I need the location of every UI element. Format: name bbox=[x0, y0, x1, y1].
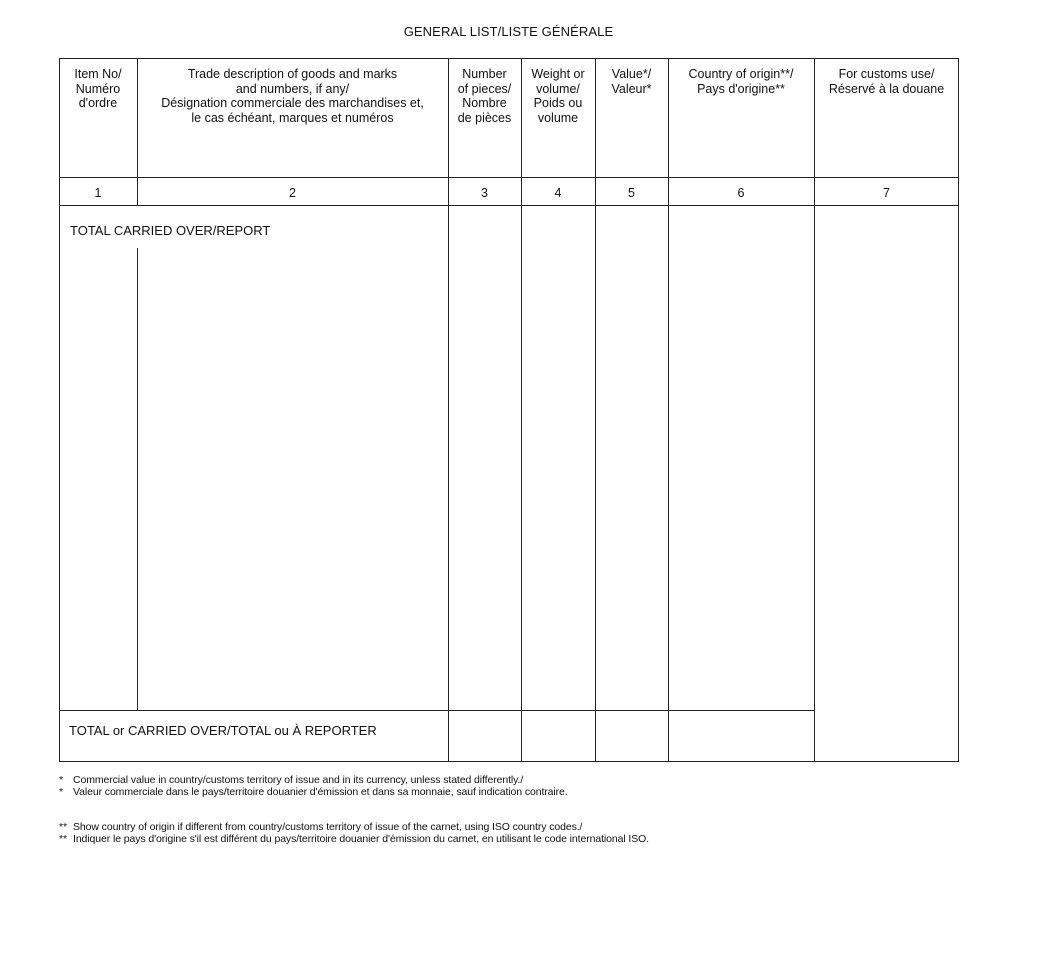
header-customs-use: For customs use/ Réservé à la douane bbox=[828, 67, 945, 96]
carried-over-label: TOTAL CARRIED OVER/REPORT bbox=[70, 223, 271, 238]
col-divider-4 bbox=[595, 58, 596, 762]
header-divider bbox=[59, 177, 959, 178]
header-value: Value*/ Valeur* bbox=[611, 67, 652, 96]
header-item-no: Item No/ Numéro d'ordre bbox=[74, 67, 122, 110]
footnote-origin: ** Show country of origin if different from country/customs territory of issue of the carnet, using ISO country codes./ ** Indiquer le pays d'origine s'il est différent du pays/territoire douanier d'émission du carnet, en utilisant le code international ISO. bbox=[59, 821, 649, 845]
col-divider-1-lower bbox=[137, 248, 138, 710]
column-number-5: 5 bbox=[628, 186, 635, 200]
header-country-of-origin: Country of origin**/ Pays d'origine** bbox=[688, 67, 794, 96]
footnote-value: * Commercial value in country/customs territory of issue and in its currency, unless stated differently./ * Valeur commerciale dans le pays/territoire douanier d'émission et dans sa monnaie, sauf indication contraire. bbox=[59, 774, 568, 798]
total-row-divider bbox=[59, 710, 814, 711]
page-title: GENERAL LIST/LISTE GÉNÉRALE bbox=[403, 24, 614, 39]
col-divider-3 bbox=[521, 58, 522, 762]
column-number-2: 2 bbox=[289, 186, 296, 200]
header-weight-volume: Weight or volume/ Poids ou volume bbox=[531, 67, 585, 125]
total-label: TOTAL or CARRIED OVER/TOTAL ou À REPORTER bbox=[69, 723, 377, 738]
column-number-6: 6 bbox=[737, 186, 745, 200]
col-divider-6 bbox=[814, 58, 815, 762]
column-number-1: 1 bbox=[94, 186, 102, 200]
header-number-of-pieces: Number of pieces/ Nombre de pièces bbox=[457, 67, 512, 125]
column-number-4: 4 bbox=[554, 186, 562, 200]
col-divider-2 bbox=[448, 58, 449, 762]
general-list-table bbox=[59, 58, 959, 762]
header-trade-description: Trade description of goods and marks and numbers, if any/ Désignation commerciale des marchandises et, le cas échéant, marques et numéros bbox=[161, 67, 424, 125]
column-number-7: 7 bbox=[883, 186, 890, 200]
number-row-divider bbox=[59, 205, 959, 206]
col-divider-5 bbox=[668, 58, 669, 762]
column-number-3: 3 bbox=[481, 186, 488, 200]
